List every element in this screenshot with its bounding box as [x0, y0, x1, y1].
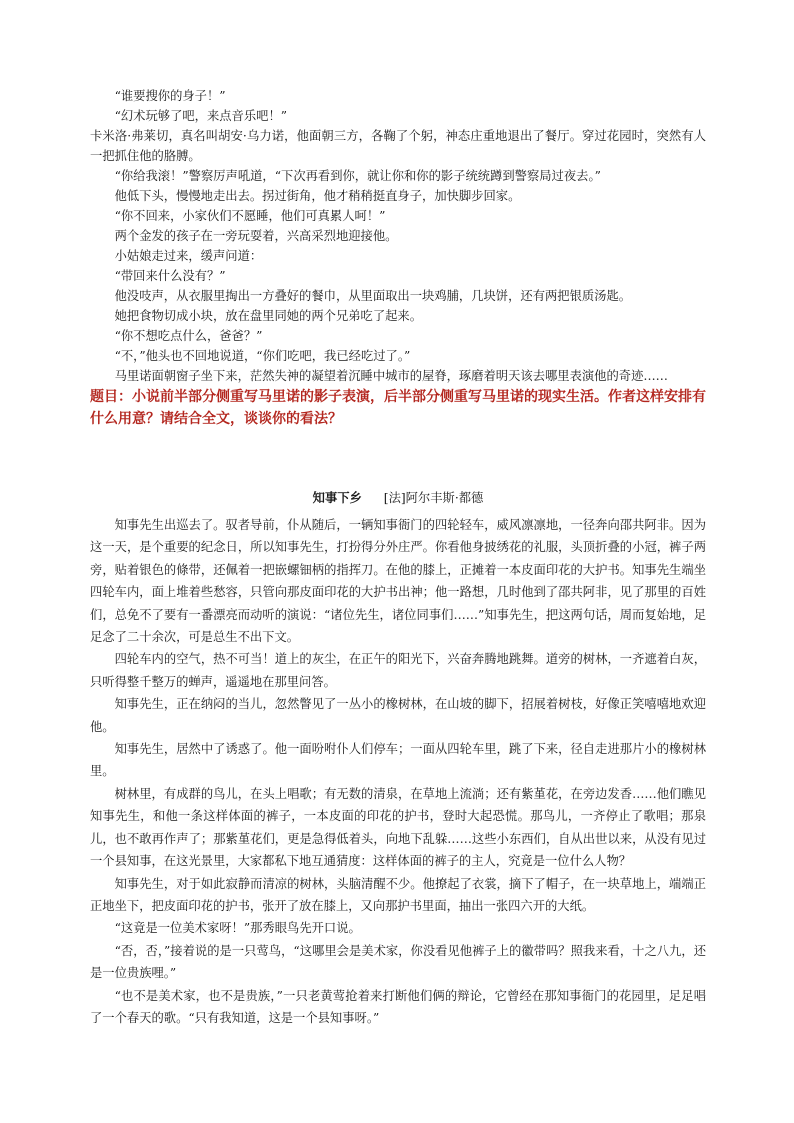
story1-paragraph-2: “幻术玩够了吧，来点音乐吧！” [114, 109, 288, 123]
story1-paragraph-9: “带回来什么没有？” [114, 269, 226, 283]
story1-paragraph-8: 小姑娘走过来，缓声问道： [114, 249, 263, 263]
story1-paragraph-6: “你不回来，小家伙们不愿睡，他们可真累人呵！” [114, 209, 386, 223]
story1-paragraph-10: 他没吱声，从衣服里掏出一方叠好的餐巾，从里面取出一块鸡脯，几块饼，还有两把银质汤匙。 [114, 289, 632, 303]
story1-paragraph-1: “谁要搜你的身子！” [114, 89, 226, 103]
story2-paragraph-7: “这竟是一位美术家呀！”那秀眼鸟先开口说。 [114, 921, 361, 936]
story2-paragraph-8: “否，否，”接着说的是一只莺鸟，“这哪里会是美术家，你没看见他裤子上的徽带吗？照我来看，十之八九，还是一位贵族哩。” [90, 943, 706, 981]
story1-paragraph-3: 卡米洛·弗莱切，真名叫胡安·乌力诺，他面朝三方，各鞠了个躬，神态庄重地退出了餐厅。穿过花园时，突然有人一把抓住他的胳膊。 [90, 129, 706, 163]
story1-paragraph-4: “你给我滚！”警察厉声吼道，“下次再看到你，就让你和你的影子统统蹲到警察局过夜去。” [114, 169, 601, 183]
story1-paragraph-5: 他低下头，慢慢地走出去。拐过街角，他才稍稍挺直身子，加快脚步回家。 [114, 189, 521, 203]
story2-paragraph-6: 知事先生，对于如此寂静而清凉的树林，头脑清醒不少。他撩起了衣裳，摘下了帽子，在一块草地上，端端正正地坐下，把皮面印花的护书，张开了放在膝上，又向那护书里面，抽出一张四六开的大纸。 [90, 876, 706, 913]
story2-paragraph-2: 四轮车内的空气，热不可当！道上的灰尘，在正午的阳光下，兴奋奔腾地跳舞。道旁的树林，一齐遮着白灰，只听得整千整万的蝉声，遥遥地在那里问答。 [90, 652, 706, 689]
story1-paragraph-12: “你不想吃点什么，爸爸？” [114, 329, 263, 343]
story1-section [90, 86, 706, 430]
story2-paragraph-9: “也不是美术家，也不是贵族，”一只老黄莺抢着来打断他们俩的辩论，它曾经在那知事衙门的花园里，足足唱了一个春天的歌。“只有我知道，这是一个县知事呀。” [90, 988, 706, 1025]
story2-title: 知事下乡 [312, 490, 362, 505]
story1-paragraph-13: “不，”他头也不回地说道，“你们吃吧，我已经吃过了。” [114, 349, 411, 363]
story1-paragraph-14: 马里诺面朝窗子坐下来，茫然失神的凝望着沉睡中城市的屋脊，琢磨着明天该去哪里表演他的奇迹…… [114, 369, 668, 383]
story2-paragraph-3: 知事先生，正在纳闷的当儿，忽然瞥见了一丛小的橡树林，在山坡的脚下，招展着树枝，好像正笑嘻嘻地欢迎他。 [90, 697, 706, 734]
story2-author: [法]阿尔丰斯·都德 [383, 491, 484, 505]
story2-section [90, 488, 706, 1029]
story1-paragraph-11: 她把食物切成小块，放在盘里同她的两个兄弟吃了起来。 [114, 309, 423, 323]
story2-heading [90, 488, 706, 508]
story2-paragraph-4: 知事先生，居然中了诱惑了。他一面吩咐仆人们停车；一面从四轮车里，跳了下来，径自走进那片小的橡树林里。 [90, 742, 706, 779]
question-prompt: 题目：小说前半部分侧重写马里诺的影子表演，后半部分侧重写马里诺的现实生活。作者这样安排有什么用意？请结合全文，谈谈你的看法？ [90, 389, 706, 427]
story2-paragraph-1: 知事先生出巡去了。驭者导前，仆从随后，一辆知事衙门的四轮轻车，威风凛凛地，一径奔向邵共阿非。因为这一天，是个重要的纪念日，所以知事先生，打扮得分外庄严。你看他身披绣花的礼服，头顶折叠的小冠，裤子两旁，贴着银色的條带，还佩着一把嵌螺钿柄的指挥刀。在他的膝上，正摊着一本皮面印花的大护书。知事先生端坐四轮车内，面上堆着些愁容，只管向那皮面印花的大护书出神；他一路想，几时他到了邵共阿非，见了那里的百姓们，总免不了要有一番漂亮而动听的演说：“诸位先生，诸位同事们……”知事先生，把这两句话，周而复始地，足足念了二十余次，可是总生不出下文。 [90, 518, 706, 645]
story2-paragraph-5: 树林里，有成群的鸟儿，在头上唱歌；有无数的清泉，在草地上流淌；还有紫堇花，在旁边发香……他们瞧见知事先生，和他一条这样体面的裤子，一本皮面的印花的护书，登时大起恐慌。那鸟儿，一齐停止了歌唱；那泉儿，也不敢再作声了；那紫堇花们，更是急得低着头，向地下乱躲……这些小东西们，自从出世以来，从没有见过一个县知事，在这光景里，大家都私下地互通猜度：这样体面的裤子的主人，究竟是一位什么人物？ [90, 786, 706, 869]
story1-paragraph-7: 两个金发的孩子在一旁玩耍着，兴高采烈地迎接他。 [114, 229, 398, 243]
